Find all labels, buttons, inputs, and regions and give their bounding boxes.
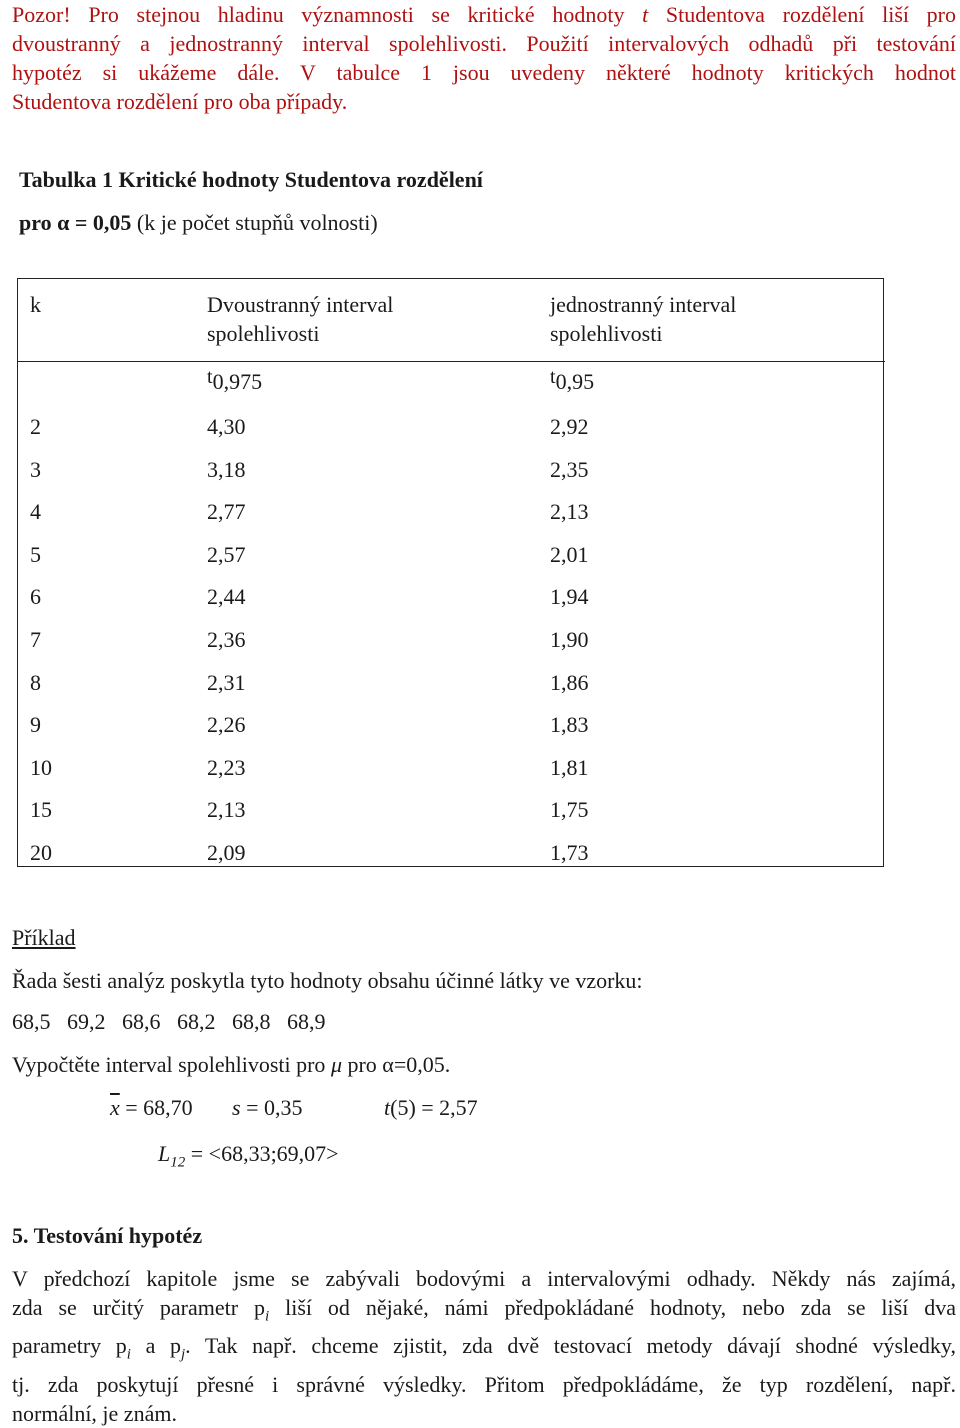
example-values: 68,5 69,2 68,6 68,2 68,8 68,9 (12, 1009, 326, 1034)
row-k-value: 3 (30, 457, 41, 482)
section-line-2: zda se určitý parametr $p_i$ liší od nějaké, námi předpokládané hodnoty, nebo zda se liší dva (12, 1295, 957, 1325)
header-two-sided-1: Dvoustranný interval (207, 292, 394, 317)
row-one-sided-value: 2,92 (550, 414, 589, 439)
row-k-value: 4 (30, 499, 41, 524)
table-caption-alpha: pro α = 0,05 (k je počet stupňů volnosti) (19, 210, 378, 235)
section-line-5: normální, je znám. (12, 1400, 177, 1426)
row-k-value: 8 (30, 670, 41, 695)
header-t-two: t0,975 (207, 366, 263, 394)
intro-warning: Pozor! (12, 2, 71, 27)
row-two-sided-value: 2,13 (207, 797, 246, 822)
row-two-sided-value: 2,23 (207, 755, 246, 780)
example-interval: $L_{12}$ = <68,33;69,07> (158, 1141, 339, 1171)
row-two-sided-value: 2,57 (207, 542, 246, 567)
section-line-4: tj. zda poskytují přesné i správné výsledky. Přitom předpokládáme, že typ rozdělení, např. (12, 1371, 956, 1397)
section-line-3: parametry $p_i$ a $p_j$. Tak např. chceme zjistit, zda dvě testovací metody dávají shodné výsledky, (12, 1333, 957, 1363)
row-one-sided-value: 1,90 (550, 627, 589, 652)
row-k-value: 20 (30, 840, 52, 865)
mu-symbol: μ (330, 1052, 342, 1077)
header-two-sided-2: spolehlivosti (207, 321, 320, 346)
row-two-sided-value: 3,18 (207, 457, 246, 482)
section-paragraph (12, 1264, 956, 1428)
header-t-one: t0,95 (550, 366, 595, 394)
intro-line-4: Studentova rozdělení pro oba případy. (12, 89, 348, 114)
intro-line-1: Pozor! Pro stejnou hladinu významnosti se kritické hodnoty t Studentova rozdělení liší pro (12, 2, 956, 27)
row-two-sided-value: 2,44 (207, 584, 246, 609)
row-k-value: 6 (30, 584, 41, 609)
row-one-sided-value: 2,35 (550, 457, 589, 482)
row-two-sided-value: 2,31 (207, 670, 246, 695)
intro-paragraph (12, 0, 956, 116)
row-k-value: 15 (30, 797, 52, 822)
header-one-sided-2: spolehlivosti (550, 321, 663, 346)
row-one-sided-value: 1,81 (550, 755, 589, 780)
section-heading: 5. Testování hypotéz (12, 1223, 203, 1248)
example-t: t(5) = 2,57 (384, 1095, 478, 1120)
row-one-sided-value: 1,94 (550, 584, 589, 609)
table-header-divider (17, 361, 885, 362)
table-caption: Tabulka 1 Kritické hodnoty Studentova rozdělení (19, 167, 483, 192)
example-s: s = 0,35 (232, 1095, 303, 1120)
row-k-value: 5 (30, 542, 41, 567)
row-k-value: 10 (30, 755, 52, 780)
header-one-sided-1: jednostranný interval (550, 292, 737, 317)
example-task: Vypočtěte interval spolehlivosti pro μ pro α=0,05. (12, 1052, 451, 1077)
example-text: Řada šesti analýz poskytla tyto hodnoty obsahu účinné látky ve vzorku: (12, 968, 643, 993)
row-k-value: 9 (30, 712, 41, 737)
row-one-sided-value: 2,01 (550, 542, 589, 567)
row-k-value: 7 (30, 627, 41, 652)
row-two-sided-value: 4,30 (207, 414, 246, 439)
row-k-value: 2 (30, 414, 41, 439)
row-two-sided-value: 2,36 (207, 627, 246, 652)
section-line-1: V předchozí kapitole jsme se zabývali bodovými a intervalovými odhady. Někdy nás zajímá, (12, 1266, 956, 1291)
row-two-sided-value: 2,09 (207, 840, 246, 865)
row-two-sided-value: 2,26 (207, 712, 246, 737)
row-one-sided-value: 1,73 (550, 840, 589, 865)
row-one-sided-value: 1,75 (550, 797, 589, 822)
row-one-sided-value: 1,83 (550, 712, 589, 737)
intro-line-2: dvoustranný a jednostranný interval spolehlivosti. Použití intervalových odhadů při testování (12, 31, 956, 56)
header-k: k (30, 292, 41, 317)
example-heading: Příklad (12, 925, 76, 950)
example-xbar: $\overline{x} = 68,70$ (110, 1095, 193, 1120)
row-one-sided-value: 1,86 (550, 670, 589, 695)
critical-values-table (17, 278, 884, 867)
intro-line-3: hypotéz si ukážeme dále. V tabulce 1 jsou uvedeny některé hodnoty kritických hodnot (12, 60, 956, 85)
row-one-sided-value: 2,13 (550, 499, 589, 524)
row-two-sided-value: 2,77 (207, 499, 246, 524)
